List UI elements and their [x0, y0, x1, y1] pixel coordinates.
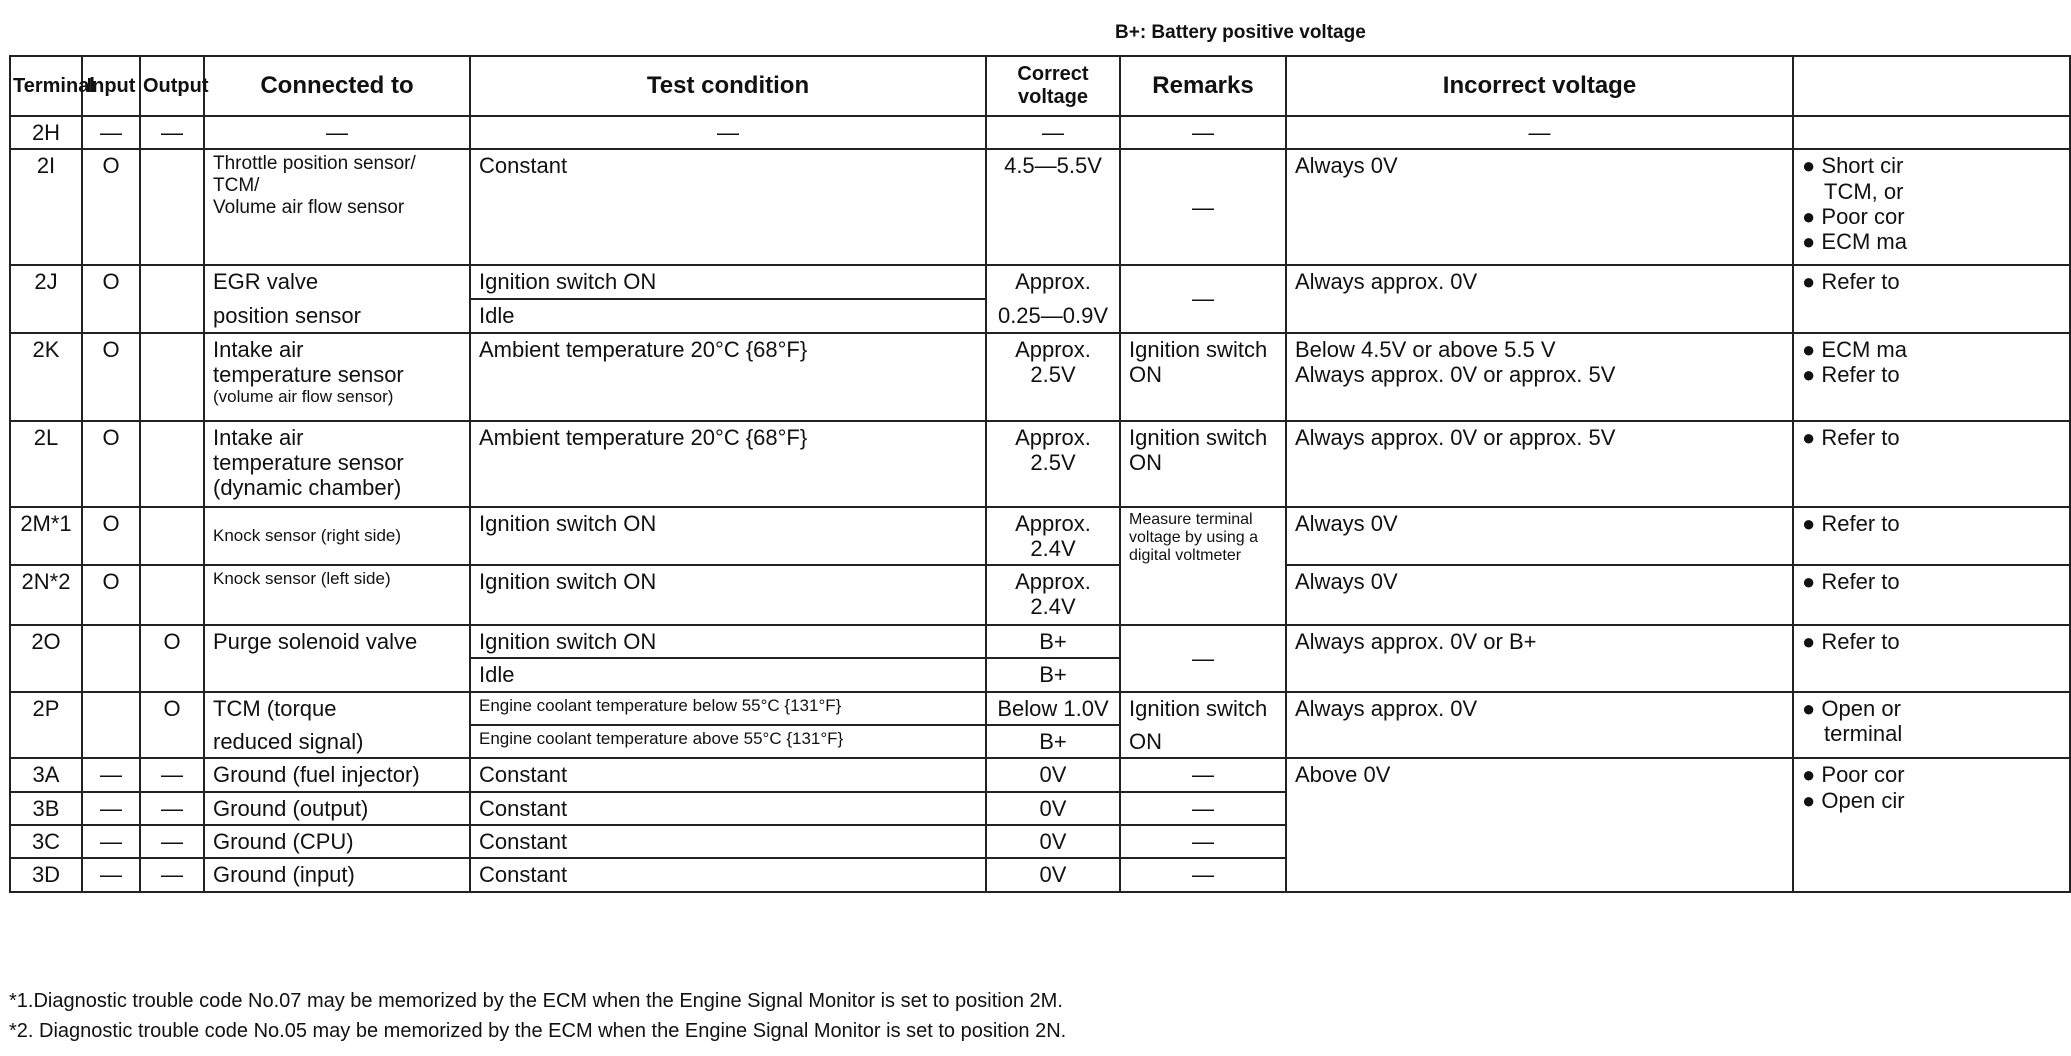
correct-cell: B+ [986, 658, 1120, 691]
connected-line: Volume air flow sensor [213, 196, 405, 218]
terminal-cell: 2J [10, 265, 82, 332]
last-line: terminal [1824, 721, 1903, 747]
input-cell [82, 265, 140, 332]
circle-mark: O [102, 424, 120, 450]
incorrect-cell: Always approx. 0V [1286, 692, 1793, 759]
table-row [10, 149, 2070, 265]
last-line: TCM, or [1824, 178, 1904, 204]
remarks-cell [1120, 421, 1286, 507]
table-row [10, 758, 2070, 791]
last-line: ● Open or [1802, 695, 1901, 721]
connected-cell: Ground (fuel injector) [204, 758, 470, 791]
dash-mark: — [100, 762, 122, 788]
connected-cell [204, 265, 470, 332]
remarks-cell [1120, 825, 1286, 858]
connected-line: EGR valve [213, 269, 319, 295]
terminal-cell: 2M*1 [10, 507, 82, 566]
connected-cell [204, 692, 470, 759]
connected-line: reduced signal) [213, 729, 364, 755]
header-input: Input [82, 56, 140, 116]
test-cell: Constant [470, 858, 986, 891]
header-correct-voltage: Correct voltage [986, 56, 1120, 116]
dash-mark: — [100, 862, 122, 888]
remarks-line: Ignition switch [1129, 336, 1268, 362]
dash-mark: — [161, 762, 183, 788]
terminal-cell: 2N*2 [10, 565, 82, 625]
dash-mark: — [1042, 120, 1064, 145]
connected-line: (dynamic chamber) [213, 475, 402, 501]
connected-line: Intake air [213, 424, 304, 450]
incorrect-cell: Always approx. 0V or B+ [1286, 625, 1793, 692]
circle-mark: O [102, 510, 120, 536]
correct-cell [986, 265, 1120, 332]
table-row [10, 507, 2070, 566]
connected-line: (volume air flow sensor) [213, 387, 394, 407]
table-row [10, 565, 2070, 625]
dash-mark: — [1192, 762, 1214, 788]
last-cell [1793, 333, 2070, 421]
last-cell: ● Refer to [1793, 421, 2070, 507]
output-cell [140, 792, 204, 825]
dash-mark: — [100, 120, 122, 145]
last-cell [1793, 692, 2070, 759]
input-cell [82, 421, 140, 507]
correct-cell: 4.5—5.5V [986, 149, 1120, 265]
dash-mark: — [1192, 645, 1214, 671]
correct-cell: 0V [986, 858, 1120, 891]
terminal-cell: 2K [10, 333, 82, 421]
connected-line: Throttle position sensor/ [213, 153, 416, 175]
output-cell [140, 825, 204, 858]
last-line: ● Poor cor [1802, 203, 1905, 229]
connected-cell [204, 116, 470, 149]
test-cell: Engine coolant temperature below 55°C {131°F} [470, 692, 986, 725]
correct-cell: 0V [986, 758, 1120, 791]
test-cell [470, 116, 986, 149]
dash-mark: — [161, 795, 183, 821]
last-cell: ● Refer to [1793, 265, 2070, 332]
test-cell: Ignition switch ON [470, 265, 986, 299]
dash-mark: — [1192, 120, 1214, 145]
test-cell: Idle [470, 658, 986, 691]
correct-cell: Below 1.0V [986, 692, 1120, 725]
table-row [10, 265, 2070, 299]
remarks-cell [1120, 265, 1286, 332]
header-terminal: Terminal [10, 56, 82, 116]
connected-line: TCM (torque [213, 695, 337, 721]
correct-cell: 0V [986, 792, 1120, 825]
incorrect-cell: Above 0V [1286, 758, 1793, 891]
terminal-cell: 2P [10, 692, 82, 759]
dash-mark: — [1192, 862, 1214, 888]
remarks-cell [1120, 507, 1286, 626]
output-cell [140, 421, 204, 507]
table-row [10, 116, 2070, 149]
incorrect-line: Always approx. 0V or approx. 5V [1295, 361, 1616, 387]
remarks-line: ON [1129, 361, 1162, 387]
dash-mark: — [326, 120, 348, 145]
output-cell [140, 565, 204, 625]
dash-mark: — [1192, 795, 1214, 821]
test-cell: Constant [470, 825, 986, 858]
connected-cell [204, 333, 470, 421]
input-cell [82, 792, 140, 825]
test-cell: Idle [470, 299, 986, 332]
correct-cell: B+ [986, 625, 1120, 658]
correct-cell: 0V [986, 825, 1120, 858]
terminal-cell: 2L [10, 421, 82, 507]
last-line: ● Short cir [1802, 153, 1904, 179]
terminal-cell: 3A [10, 758, 82, 791]
terminal-cell: 3D [10, 858, 82, 891]
connected-line: Intake air [213, 336, 304, 362]
last-cell: ● Refer to [1793, 565, 2070, 625]
terminal-cell: 2O [10, 625, 82, 692]
incorrect-cell [1286, 116, 1793, 149]
dash-mark: — [161, 120, 183, 145]
incorrect-line: Below 4.5V or above 5.5 V [1295, 336, 1556, 362]
circle-mark: O [102, 153, 120, 179]
input-cell [82, 149, 140, 265]
circle-mark: O [102, 569, 120, 595]
input-cell [82, 565, 140, 625]
incorrect-cell: Always 0V [1286, 507, 1793, 566]
header-row [10, 56, 2070, 116]
header-remarks: Remarks [1120, 56, 1286, 116]
remarks-line: Ignition switch [1129, 695, 1268, 721]
header-output: Output [140, 56, 204, 116]
connected-cell: Purge solenoid valve [204, 625, 470, 692]
remarks-line: Ignition switch [1129, 424, 1268, 450]
input-cell [82, 858, 140, 891]
correct-cell: Approx. 2.5V [986, 333, 1120, 421]
input-cell [82, 825, 140, 858]
test-cell: Ambient temperature 20°C {68°F} [470, 421, 986, 507]
table-row [10, 692, 2070, 725]
correct-line: 0.25—0.9V [997, 302, 1109, 328]
incorrect-cell [1286, 333, 1793, 421]
last-cell: ● Refer to [1793, 507, 2070, 566]
footnote-1: *1.Diagnostic trouble code No.07 may be memorized by the ECM when the Engine Signal Monitor is set to position 2M. [9, 990, 1063, 1012]
connected-line: temperature sensor [213, 361, 404, 387]
remarks-cell [1120, 149, 1286, 265]
output-cell [140, 625, 204, 692]
dash-mark: — [1192, 828, 1214, 854]
table-row [10, 333, 2070, 421]
circle-mark: O [102, 336, 120, 362]
remarks-line: voltage by using a [1129, 528, 1258, 546]
test-cell: Ambient temperature 20°C {68°F} [470, 333, 986, 421]
incorrect-cell: Always approx. 0V [1286, 265, 1793, 332]
output-cell [140, 333, 204, 421]
last-cell [1793, 758, 2070, 891]
correct-cell: B+ [986, 725, 1120, 758]
last-line: ● ECM ma [1802, 336, 1907, 362]
dash-mark: — [161, 828, 183, 854]
connected-cell: Knock sensor (right side) [204, 507, 470, 566]
dash-mark: — [1192, 194, 1214, 220]
incorrect-cell: Always 0V [1286, 565, 1793, 625]
remarks-cell [1120, 116, 1286, 149]
test-cell: Engine coolant temperature above 55°C {131°F} [470, 725, 986, 758]
correct-cell: Approx. 2.4V [986, 507, 1120, 566]
connected-line: TCM/ [213, 175, 260, 197]
input-cell [82, 625, 140, 692]
correct-cell [986, 116, 1120, 149]
circle-mark: O [163, 629, 181, 655]
last-cell [1793, 116, 2070, 149]
dash-mark: — [717, 120, 739, 145]
remarks-line: ON [1129, 449, 1162, 475]
test-cell: Ignition switch ON [470, 565, 986, 625]
table-row [10, 625, 2070, 658]
dash-mark: — [100, 828, 122, 854]
last-cell [1793, 149, 2070, 265]
remarks-line: ON [1129, 729, 1162, 755]
terminal-cell: 2I [10, 149, 82, 265]
battery-voltage-note: B+: Battery positive voltage [1115, 22, 1366, 43]
terminal-voltage-table [9, 55, 2071, 893]
output-cell [140, 692, 204, 759]
connected-cell [204, 421, 470, 507]
header-connected-to: Connected to [204, 56, 470, 116]
remarks-cell [1120, 858, 1286, 891]
dash-mark: — [161, 862, 183, 888]
connected-cell: Ground (input) [204, 858, 470, 891]
dash-mark: — [1192, 286, 1214, 312]
input-cell [82, 758, 140, 791]
output-cell [140, 758, 204, 791]
terminal-cell: 3B [10, 792, 82, 825]
connected-cell: Knock sensor (left side) [204, 565, 470, 625]
circle-mark: O [102, 269, 120, 295]
test-cell: Constant [470, 149, 986, 265]
terminal-cell: 2H [10, 116, 82, 149]
connected-line: temperature sensor [213, 449, 404, 475]
test-cell: Ignition switch ON [470, 507, 986, 566]
last-line: ● Poor cor [1802, 762, 1905, 788]
header-incorrect-voltage: Incorrect voltage [1286, 56, 1793, 116]
remarks-cell [1120, 758, 1286, 791]
input-cell [82, 507, 140, 566]
input-cell [82, 692, 140, 759]
output-cell [140, 116, 204, 149]
circle-mark: O [163, 695, 181, 721]
connected-cell: Ground (output) [204, 792, 470, 825]
input-cell [82, 116, 140, 149]
test-cell: Constant [470, 792, 986, 825]
correct-cell: Approx. 2.5V [986, 421, 1120, 507]
output-cell [140, 858, 204, 891]
last-line: ● Refer to [1802, 361, 1900, 387]
last-line: ● Open cir [1802, 787, 1905, 813]
test-cell: Ignition switch ON [470, 625, 986, 658]
remarks-cell [1120, 625, 1286, 692]
last-line: ● ECM ma [1802, 229, 1907, 255]
incorrect-cell: Always approx. 0V or approx. 5V [1286, 421, 1793, 507]
output-cell [140, 149, 204, 265]
connected-cell: Ground (CPU) [204, 825, 470, 858]
footnote-2: *2. Diagnostic trouble code No.05 may be memorized by the ECM when the Engine Signal Monitor is set to position 2N. [9, 1020, 1067, 1042]
output-cell [140, 265, 204, 332]
terminal-cell: 3C [10, 825, 82, 858]
remarks-cell [1120, 692, 1286, 759]
output-cell [140, 507, 204, 566]
dash-mark: — [100, 795, 122, 821]
input-cell [82, 333, 140, 421]
correct-cell: Approx. 2.4V [986, 565, 1120, 625]
remarks-cell [1120, 333, 1286, 421]
header-test-condition: Test condition [470, 56, 986, 116]
remarks-cell [1120, 792, 1286, 825]
correct-line: Approx. [1015, 269, 1091, 295]
connected-line: position sensor [213, 302, 361, 328]
last-cell: ● Refer to [1793, 625, 2070, 692]
test-cell: Constant [470, 758, 986, 791]
table-row [10, 421, 2070, 507]
incorrect-cell: Always 0V [1286, 149, 1793, 265]
remarks-line: Measure terminal [1129, 510, 1253, 528]
connected-cell [204, 149, 470, 265]
remarks-line: digital voltmeter [1129, 547, 1242, 565]
dash-mark: — [1528, 120, 1551, 145]
header-last-column [1793, 56, 2070, 116]
